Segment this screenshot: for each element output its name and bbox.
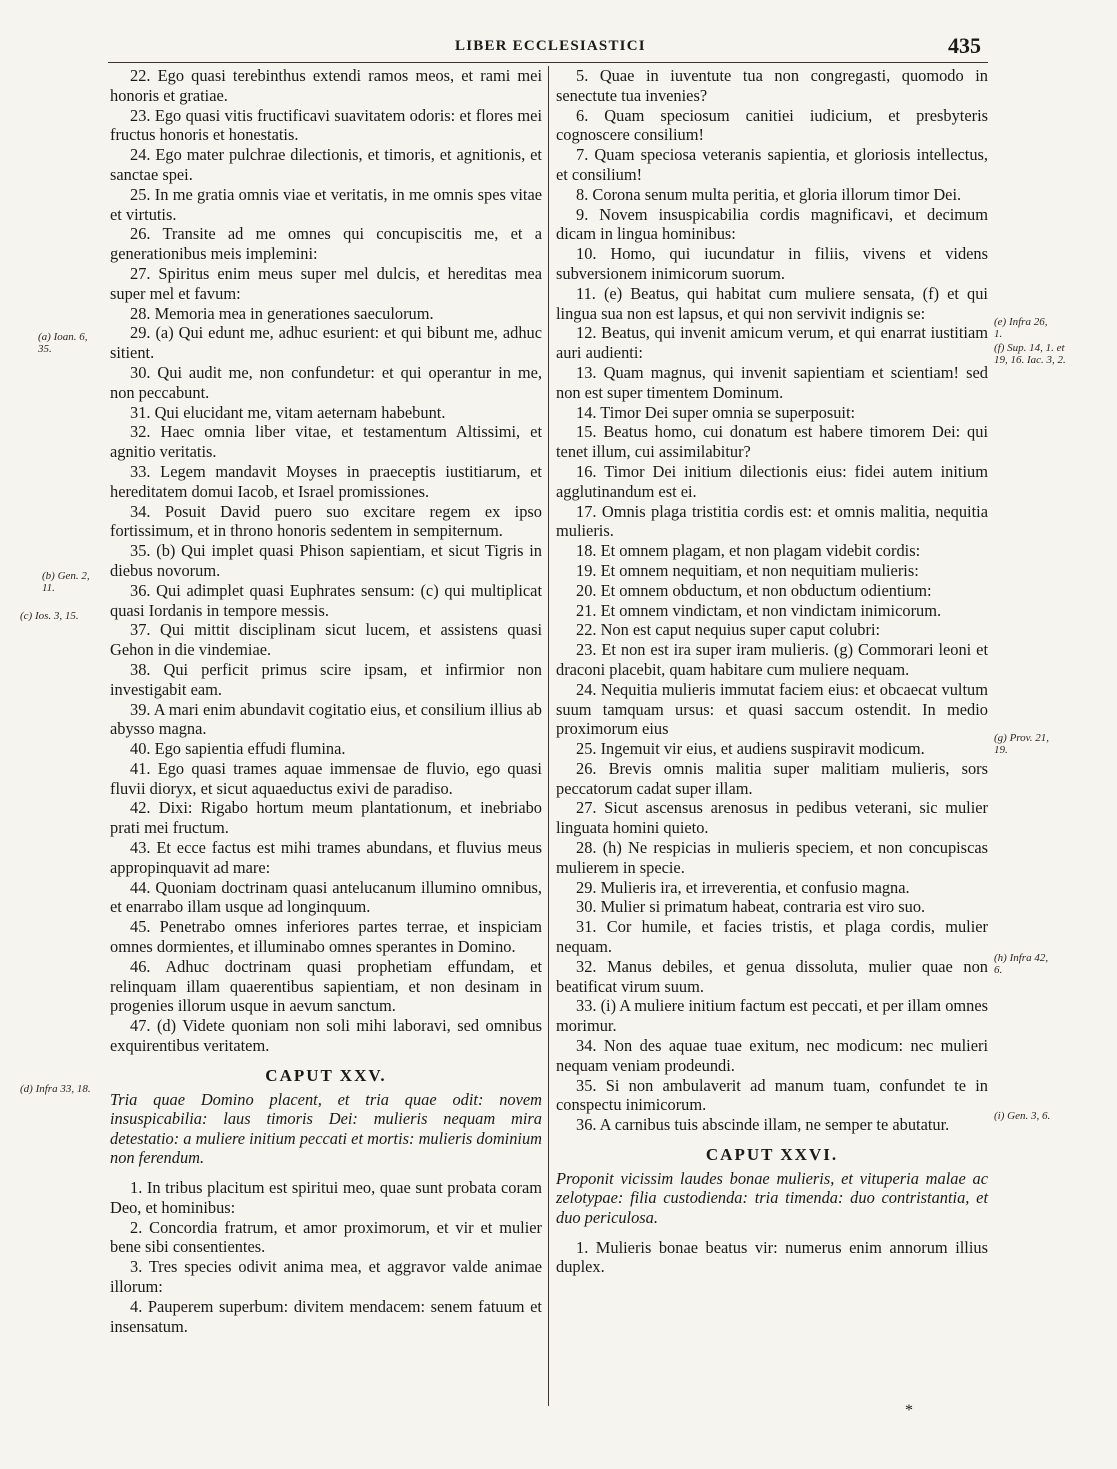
chapter-heading: CAPUT XXV. bbox=[265, 1065, 387, 1085]
verse: 7. Quam speciosa veteranis sapientia, et gloriosis intellectus, et consilium! bbox=[556, 145, 988, 184]
verse: 35. Si non ambulaverit ad manum tuam, confundet te in conspectu inimicorum. bbox=[556, 1075, 988, 1115]
verse: 36. A carnibus tuis abscinde illam, ne semper te abutatur. bbox=[576, 1115, 950, 1135]
verse: 22. Non est caput nequius super caput colubri: bbox=[576, 620, 881, 640]
verse: 33. (i) A muliere initium factum est peccati, et per illam omnes morimur. bbox=[556, 996, 988, 1036]
verse: 9. Novem insuspicabilia cordis magnificavi, et decimum dicam in lingua hominibus: bbox=[556, 204, 988, 244]
verse: 41. Ego quasi trames aquae immensae de fluvio, ego quasi fluvii dioryx, et sicut aquaeductus exivi de paradiso. bbox=[110, 758, 542, 798]
verse: 26. Transite ad me omnes qui concupiscitis me, et a generationibus meis implemini: bbox=[110, 224, 542, 264]
verse: 1. In tribus placitum est spiritui meo, quae sunt probata coram Deo, et hominibus: bbox=[110, 1178, 542, 1217]
verse: 30. Qui audit me, non confundetur: et qui operantur in me, non peccabunt. bbox=[110, 362, 542, 402]
verse: 47. (d) Videte quoniam non soli mihi laboravi, sed omnibus exquirentibus veritatem. bbox=[110, 1016, 542, 1056]
verse: 24. Ego mater pulchrae dilectionis, et timoris, et agnitionis, et sanctae spei. bbox=[110, 145, 542, 184]
verse: 19. Et omnem nequitiam, et non nequitiam mulieris: bbox=[576, 560, 919, 580]
chapter-summary: Proponit vicissim laudes bonae mulieris, et vituperia malae ac zelotypae: filia custodienda: tria timenda: duo contristantia, et duo periculosa. bbox=[556, 1168, 988, 1228]
verse: 21. Et omnem vindictam, et non vindictam inimicorum. bbox=[576, 600, 942, 620]
verse: 32. Manus debiles, et genua dissoluta, mulier quae non beatificat virum suum. bbox=[556, 956, 988, 996]
verse: 16. Timor Dei initium dilectionis eius: fidei autem initium agglutinandum est ei. bbox=[556, 461, 988, 501]
verse: 43. Et ecce factus est mihi trames abundans, et fluvius meus appropinquavit ad mare: bbox=[110, 838, 542, 877]
verse: 12. Beatus, qui invenit amicum verum, et qui enarrat iustitiam auri audienti: bbox=[556, 323, 988, 363]
verse: 31. Cor humile, et facies tristis, et plaga cordis, mulier nequam. bbox=[556, 917, 988, 957]
verse: 18. Et omnem plagam, et non plagam videbit cordis: bbox=[576, 541, 921, 561]
margin-note-b: (b) Gen. 2, 11. bbox=[42, 570, 90, 594]
verse: 8. Corona senum multa peritia, et gloria illorum timor Dei. bbox=[576, 184, 962, 204]
verse: 20. Et omnem obductum, et non obductum odientium: bbox=[576, 580, 932, 600]
verse: 42. Dixi: Rigabo hortum meum plantationum, et inebriabo prati mei fructum. bbox=[110, 798, 542, 838]
verse: 40. Ego sapientia effudi flumina. bbox=[130, 739, 346, 759]
verse: 17. Omnis plaga tristitia cordis est: et omnis malitia, nequitia mulieris. bbox=[556, 501, 988, 541]
verse: 14. Timor Dei super omnia se superposuit: bbox=[576, 402, 856, 422]
verse: 28. (h) Ne respicias in mulieris speciem, et non concupiscas mulierem in specie. bbox=[556, 838, 988, 877]
left-column bbox=[110, 66, 542, 1336]
verse: 34. Non des aquae tuae exitum, nec modicum: nec mulieri nequam veniam prodeundi. bbox=[556, 1036, 988, 1075]
verse: 24. Nequitia mulieris immutat faciem eius: et obcaecat vultum suum tamquam ursus: et quasi saccum ostendit. In medio proximorum eius bbox=[556, 679, 988, 739]
margin-note-e: (e) Infra 26, 1. bbox=[994, 316, 1048, 340]
verse: 25. Ingemuit vir eius, et audiens suspiravit modicum. bbox=[576, 739, 925, 759]
verse: 46. Adhuc doctrinam quasi prophetiam effundam, et relinquam illam quaerentibus sapientiam, et non desinam in progenies illorum usque in aevum sanctum. bbox=[110, 956, 542, 1016]
page-number: 435 bbox=[948, 33, 981, 58]
verse: 5. Quae in iuventute tua non congregasti, quomodo in senectute tua invenies? bbox=[556, 66, 988, 105]
margin-note-d: (d) Infra 33, 18. bbox=[20, 1083, 91, 1095]
verse: 34. Posuit David puero suo excitare regem ex ipso fortissimum, et in throno honoris sedentem in sempiternum. bbox=[110, 501, 542, 541]
margin-note-g: (g) Prov. 21, 19. bbox=[994, 732, 1049, 756]
verse: 22. Ego quasi terebinthus extendi ramos meos, et rami mei honoris et gratiae. bbox=[110, 66, 542, 105]
right-column bbox=[556, 66, 988, 1277]
header-rule bbox=[108, 62, 988, 63]
verse: 1. Mulieris bonae beatus vir: numerus enim annorum illius duplex. bbox=[556, 1237, 988, 1277]
verse: 15. Beatus homo, cui donatum est habere timorem Dei: qui tenet illum, cui assimilabitur? bbox=[556, 422, 988, 462]
running-head: LIBER ECCLESIASTICI bbox=[455, 38, 646, 54]
verse: 31. Qui elucidant me, vitam aeternam habebunt. bbox=[130, 402, 446, 422]
footer-mark: * bbox=[905, 1402, 913, 1419]
verse: 23. Ego quasi vitis fructificavi suavitatem odoris: et flores mei fructus honoris et honestatis. bbox=[110, 105, 542, 145]
verse: 29. Mulieris ira, et irreverentia, et confusio magna. bbox=[576, 877, 910, 897]
verse: 32. Haec omnia liber vitae, et testamentum Altissimi, et agnitio veritatis. bbox=[110, 422, 542, 462]
verse: 13. Quam magnus, qui invenit sapientiam et scientiam! sed non est super timentem Dominum. bbox=[556, 362, 988, 402]
chapter-summary: Tria quae Domino placent, et tria quae odit: novem insuspicabilia: laus timoris Dei: mulieris nequam mira detestatio: a muliere initium peccati et mortis: mulieris dominium non ferendum. bbox=[110, 1089, 542, 1168]
margin-note-c: (c) Ios. 3, 15. bbox=[20, 610, 79, 622]
margin-note-h: (h) Infra 42, 6. bbox=[994, 952, 1049, 976]
verse: 27. Spiritus enim meus super mel dulcis, et hereditas mea super mel et favum: bbox=[110, 263, 542, 303]
verse: 28. Memoria mea in generationes saeculorum. bbox=[130, 303, 434, 323]
margin-note-i: (i) Gen. 3, 6. bbox=[994, 1110, 1051, 1122]
verse: 29. (a) Qui edunt me, adhuc esurient: et qui bibunt me, adhuc sitient. bbox=[110, 323, 542, 363]
verse: 3. Tres species odivit anima mea, et aggravor valde animae illorum: bbox=[110, 1257, 542, 1296]
verse: 26. Brevis omnis malitia super malitiam mulieris, sors peccatorum cadat super illam. bbox=[556, 758, 988, 798]
verse: 38. Qui perficit primus scire ipsam, et infirmior non investigabit eam. bbox=[110, 659, 542, 699]
verse: 2. Concordia fratrum, et amor proximorum, et vir et mulier bene sibi consentientes. bbox=[110, 1217, 542, 1257]
verse: 25. In me gratia omnis viae et veritatis, in me omnis spes vitae et virtutis. bbox=[110, 184, 542, 224]
verse: 39. A mari enim abundavit cogitatio eius, et consilium illius ab abysso magna. bbox=[110, 699, 542, 739]
verse: 36. Qui adimplet quasi Euphrates sensum: (c) qui multiplicat quasi Iordanis in tempore messis. bbox=[110, 580, 542, 620]
column-divider bbox=[548, 66, 549, 1406]
verse: 6. Quam speciosum canitiei iudicium, et presbyteris cognoscere consilium! bbox=[556, 105, 988, 145]
verse: 10. Homo, qui iucundatur in filiis, vivens et videns subversionem inimicorum suorum. bbox=[556, 244, 988, 283]
verse: 33. Legem mandavit Moyses in praeceptis iustitiarum, et hereditatem domui Iacob, et Israel promissiones. bbox=[110, 461, 542, 501]
verse: 30. Mulier si primatum habeat, contraria est viro suo. bbox=[576, 897, 926, 917]
margin-note-a: (a) Ioan. 6, 35. bbox=[38, 331, 88, 355]
verse: 35. (b) Qui implet quasi Phison sapientiam, et sicut Tigris in diebus novorum. bbox=[110, 541, 542, 580]
verse: 37. Qui mittit disciplinam sicut lucem, et assistens quasi Gehon in die vindemiae. bbox=[110, 620, 542, 660]
verse: 45. Penetrabo omnes inferiores partes terrae, et inspiciam omnes dormientes, et illuminabo omnes sperantes in Domino. bbox=[110, 917, 542, 957]
verse: 27. Sicut ascensus arenosus in pedibus veterani, sic mulier linguata homini quieto. bbox=[556, 798, 988, 838]
verse: 11. (e) Beatus, qui habitat cum muliere sensata, (f) et qui lingua sua non est lapsus, et qui non servivit indignis se: bbox=[556, 283, 988, 323]
margin-note-f: (f) Sup. 14, 1. et 19, 16. Iac. 3, 2. bbox=[994, 342, 1066, 366]
verse: 44. Quoniam doctrinam quasi antelucanum illumino omnibus, et enarrabo illam usque ad longinquum. bbox=[110, 877, 542, 917]
chapter-heading: CAPUT XXVI. bbox=[705, 1145, 839, 1165]
verse: 4. Pauperem superbum: divitem mendacem: senem fatuum et insensatum. bbox=[110, 1296, 542, 1336]
verse: 23. Et non est ira super iram mulieris. (g) Commorari leoni et draconi placebit, quam habitare cum muliere nequam. bbox=[556, 640, 988, 679]
